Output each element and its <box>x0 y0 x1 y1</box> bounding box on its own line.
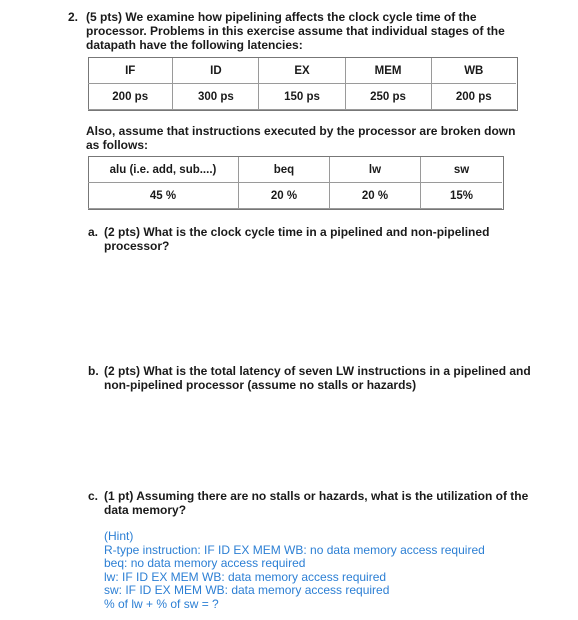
instruction-type: alu (i.e. add, sub....) <box>88 157 239 183</box>
stage-header: EX <box>259 58 345 84</box>
stage-header: WB <box>431 58 516 84</box>
hint-line: % of lw + % of sw = ? <box>104 596 219 611</box>
part-c-label: c. <box>88 489 99 503</box>
mix-header-row <box>88 157 502 183</box>
part-b-label: b. <box>88 364 99 378</box>
part-b-text: (2 pts) What is the total latency of seven LW instructions in a pipelined and non-pipelined processor (assume no stalls or hazards) <box>104 364 531 392</box>
hint-line: R-type instruction: IF ID EX MEM WB: no data memory access required <box>104 542 485 557</box>
mix-value-row <box>88 183 502 209</box>
latency-value: 150 ps <box>259 84 345 110</box>
instruction-type: beq <box>239 157 330 183</box>
latency-value: 200 ps <box>88 84 173 110</box>
latency-header-row <box>88 58 516 84</box>
hint-line: beq: no data memory access required <box>104 556 306 570</box>
stage-header: ID <box>173 58 259 84</box>
instruction-mix-table <box>88 157 502 209</box>
hint-title: (Hint) <box>104 529 134 543</box>
stage-header: MEM <box>345 58 431 84</box>
hint-line: sw: IF ID EX MEM WB: data memory access required <box>104 583 390 597</box>
instruction-percent: 20 % <box>330 183 421 209</box>
part-a-text: (2 pts) What is the clock cycle time in a pipelined and non-pipelined processor? <box>104 225 490 253</box>
hint-block <box>104 530 485 611</box>
instruction-type: sw <box>421 157 503 183</box>
instruction-percent: 45 % <box>88 183 239 209</box>
latency-table <box>88 58 516 110</box>
stage-header: IF <box>88 58 173 84</box>
question-number: 2. <box>68 10 79 24</box>
instruction-percent: 20 % <box>239 183 330 209</box>
instruction-percent: 15% <box>421 183 503 209</box>
part-a-label: a. <box>88 225 99 239</box>
question-intro: (5 pts) We examine how pipelining affects the clock cycle time of the processor. Problems in this exercise assume that individual stages of the datapath have the following latencies: <box>86 10 505 52</box>
latency-value: 300 ps <box>173 84 259 110</box>
latency-value: 200 ps <box>431 84 516 110</box>
latency-value-row <box>88 84 516 110</box>
part-c-text: (1 pt) Assuming there are no stalls or hazards, what is the utilization of the data memory? <box>104 489 529 517</box>
hint-line: lw: IF ID EX MEM WB: data memory access required <box>104 569 387 584</box>
instruction-type: lw <box>330 157 421 183</box>
latency-value: 250 ps <box>345 84 431 110</box>
mix-intro: Also, assume that instructions executed by the processor are broken down as follows: <box>86 124 516 152</box>
